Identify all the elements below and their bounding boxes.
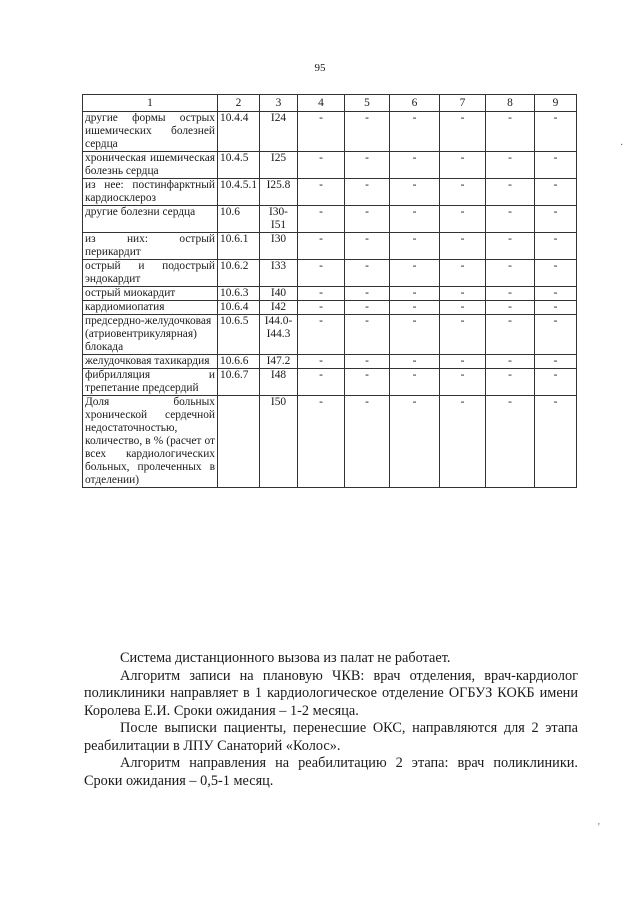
value-cell: - xyxy=(440,315,486,355)
value-cell: - xyxy=(390,152,440,179)
value-cell: - xyxy=(345,355,390,369)
indicator-name: фибрилляция и трепетание предсердий xyxy=(83,369,218,396)
value-cell: - xyxy=(345,206,390,233)
value-cell: - xyxy=(440,152,486,179)
table-row xyxy=(83,112,577,152)
table-row xyxy=(83,233,577,260)
value-cell: - xyxy=(440,260,486,287)
icd-code: I48 xyxy=(260,369,298,396)
scan-speck: ' xyxy=(598,822,600,833)
page-number: 95 xyxy=(314,62,326,74)
value-cell: - xyxy=(345,112,390,152)
row-code: 10.6.7 xyxy=(218,369,260,396)
value-cell: - xyxy=(390,315,440,355)
value-cell: - xyxy=(535,369,577,396)
value-cell: - xyxy=(440,355,486,369)
value-cell: - xyxy=(298,301,345,315)
value-cell: - xyxy=(486,369,535,396)
icd-code: I47.2 xyxy=(260,355,298,369)
table-row xyxy=(83,287,577,301)
value-cell: - xyxy=(298,152,345,179)
value-cell: - xyxy=(298,206,345,233)
value-cell: - xyxy=(440,179,486,206)
icd-code: I50 xyxy=(260,396,298,488)
column-header: 4 xyxy=(298,95,345,112)
value-cell: - xyxy=(390,369,440,396)
row-code: 10.6.3 xyxy=(218,287,260,301)
value-cell: - xyxy=(486,152,535,179)
row-code: 10.6.1 xyxy=(218,233,260,260)
value-cell: - xyxy=(390,301,440,315)
table-row xyxy=(83,369,577,396)
value-cell: - xyxy=(390,355,440,369)
icd-code: I30-I51 xyxy=(260,206,298,233)
column-header: 2 xyxy=(218,95,260,112)
value-cell: - xyxy=(390,179,440,206)
value-cell: - xyxy=(298,287,345,301)
column-header: 7 xyxy=(440,95,486,112)
row-code: 10.4.5.1 xyxy=(218,179,260,206)
value-cell: - xyxy=(345,287,390,301)
icd-code: I24 xyxy=(260,112,298,152)
value-cell: - xyxy=(345,301,390,315)
row-code: 10.6 xyxy=(218,206,260,233)
value-cell: - xyxy=(390,287,440,301)
value-cell: - xyxy=(486,396,535,488)
value-cell: - xyxy=(345,233,390,260)
value-cell: - xyxy=(486,112,535,152)
column-header: 6 xyxy=(390,95,440,112)
indicator-name: Доля больных хронической сердечной недостаточностью, количество, в % (расчет от всех кардиологических больных, пролеченных в отделении) xyxy=(83,396,218,488)
value-cell: - xyxy=(486,260,535,287)
indicator-name: предсердно-желудочковая (атриовентрикулярная) блокада xyxy=(83,315,218,355)
table-row xyxy=(83,179,577,206)
statistics-table xyxy=(82,94,577,488)
value-cell: - xyxy=(486,179,535,206)
value-cell: - xyxy=(440,396,486,488)
row-code: 10.6.5 xyxy=(218,315,260,355)
value-cell: - xyxy=(298,233,345,260)
value-cell: - xyxy=(390,112,440,152)
column-header: 3 xyxy=(260,95,298,112)
value-cell: - xyxy=(390,396,440,488)
icd-code: I42 xyxy=(260,301,298,315)
value-cell: - xyxy=(535,355,577,369)
value-cell: - xyxy=(535,287,577,301)
value-cell: - xyxy=(345,315,390,355)
icd-code: I44.0-I44.3 xyxy=(260,315,298,355)
indicator-name: острый и подострый эндокардит xyxy=(83,260,218,287)
body-text xyxy=(84,650,578,790)
value-cell: - xyxy=(440,301,486,315)
row-code: 10.6.6 xyxy=(218,355,260,369)
value-cell: - xyxy=(535,233,577,260)
value-cell: - xyxy=(440,112,486,152)
value-cell: - xyxy=(535,301,577,315)
value-cell: - xyxy=(440,233,486,260)
value-cell: - xyxy=(486,206,535,233)
indicator-name: острый миокардит xyxy=(83,287,218,301)
icd-code: I30 xyxy=(260,233,298,260)
indicator-name: желудочковая тахикардия xyxy=(83,355,218,369)
value-cell: - xyxy=(486,287,535,301)
paragraph: Алгоритм записи на плановую ЧКВ: врач отделения, врач-кардиолог поликлиники направляет в 1 кардиологическое отделение ОГБУЗ КОКБ имени Королева Е.И. Сроки ожидания – 1-2 месяца. xyxy=(84,667,578,719)
scan-speck: · xyxy=(620,140,624,151)
value-cell: - xyxy=(440,287,486,301)
table-header-row xyxy=(83,95,577,112)
row-code xyxy=(218,396,260,488)
table-row xyxy=(83,396,577,488)
value-cell: - xyxy=(298,315,345,355)
value-cell: - xyxy=(535,396,577,488)
icd-code: I40 xyxy=(260,287,298,301)
value-cell: - xyxy=(440,369,486,396)
indicator-name: из нее: постинфарктный кардиосклероз xyxy=(83,179,218,206)
value-cell: - xyxy=(345,369,390,396)
icd-code: I25 xyxy=(260,152,298,179)
value-cell: - xyxy=(345,260,390,287)
value-cell: - xyxy=(298,369,345,396)
value-cell: - xyxy=(535,152,577,179)
table-row xyxy=(83,206,577,233)
row-code: 10.4.5 xyxy=(218,152,260,179)
indicator-name: другие болезни сердца xyxy=(83,206,218,233)
value-cell: - xyxy=(535,206,577,233)
column-header: 8 xyxy=(486,95,535,112)
value-cell: - xyxy=(390,233,440,260)
value-cell: - xyxy=(390,260,440,287)
table-row xyxy=(83,315,577,355)
value-cell: - xyxy=(298,355,345,369)
value-cell: - xyxy=(298,179,345,206)
value-cell: - xyxy=(486,355,535,369)
value-cell: - xyxy=(298,260,345,287)
icd-code: I25.8 xyxy=(260,179,298,206)
value-cell: - xyxy=(345,152,390,179)
paragraph: Система дистанционного вызова из палат не работает. xyxy=(120,650,451,666)
value-cell: - xyxy=(298,396,345,488)
row-code: 10.4.4 xyxy=(218,112,260,152)
value-cell: - xyxy=(486,301,535,315)
table-body xyxy=(83,112,577,488)
paragraph: После выписки пациенты, перенесшие ОКС, направляются для 2 этапа реабилитации в ЛПУ Санаторий «Колос». xyxy=(84,720,578,754)
table-row xyxy=(83,260,577,287)
indicator-name: из них: острый перикардит xyxy=(83,233,218,260)
icd-code: I33 xyxy=(260,260,298,287)
value-cell: - xyxy=(486,315,535,355)
value-cell: - xyxy=(345,179,390,206)
column-header: 9 xyxy=(535,95,577,112)
value-cell: - xyxy=(535,315,577,355)
column-header: 5 xyxy=(345,95,390,112)
value-cell: - xyxy=(486,233,535,260)
value-cell: - xyxy=(535,112,577,152)
row-code: 10.6.4 xyxy=(218,301,260,315)
paragraph: Алгоритм направления на реабилитацию 2 этапа: врач поликлиники. Сроки ожидания – 0,5-1 месяц. xyxy=(84,755,578,789)
value-cell: - xyxy=(535,260,577,287)
indicator-name: хроническая ишемическая болезнь сердца xyxy=(83,152,218,179)
value-cell: - xyxy=(440,206,486,233)
indicator-name: кардиомиопатия xyxy=(83,301,218,315)
table-row xyxy=(83,355,577,369)
table-row xyxy=(83,301,577,315)
indicator-name: другие формы острых ишемических болезней сердца xyxy=(83,112,218,152)
value-cell: - xyxy=(390,206,440,233)
column-header: 1 xyxy=(83,95,218,112)
value-cell: - xyxy=(345,396,390,488)
value-cell: - xyxy=(298,112,345,152)
row-code: 10.6.2 xyxy=(218,260,260,287)
value-cell: - xyxy=(535,179,577,206)
table-row xyxy=(83,152,577,179)
